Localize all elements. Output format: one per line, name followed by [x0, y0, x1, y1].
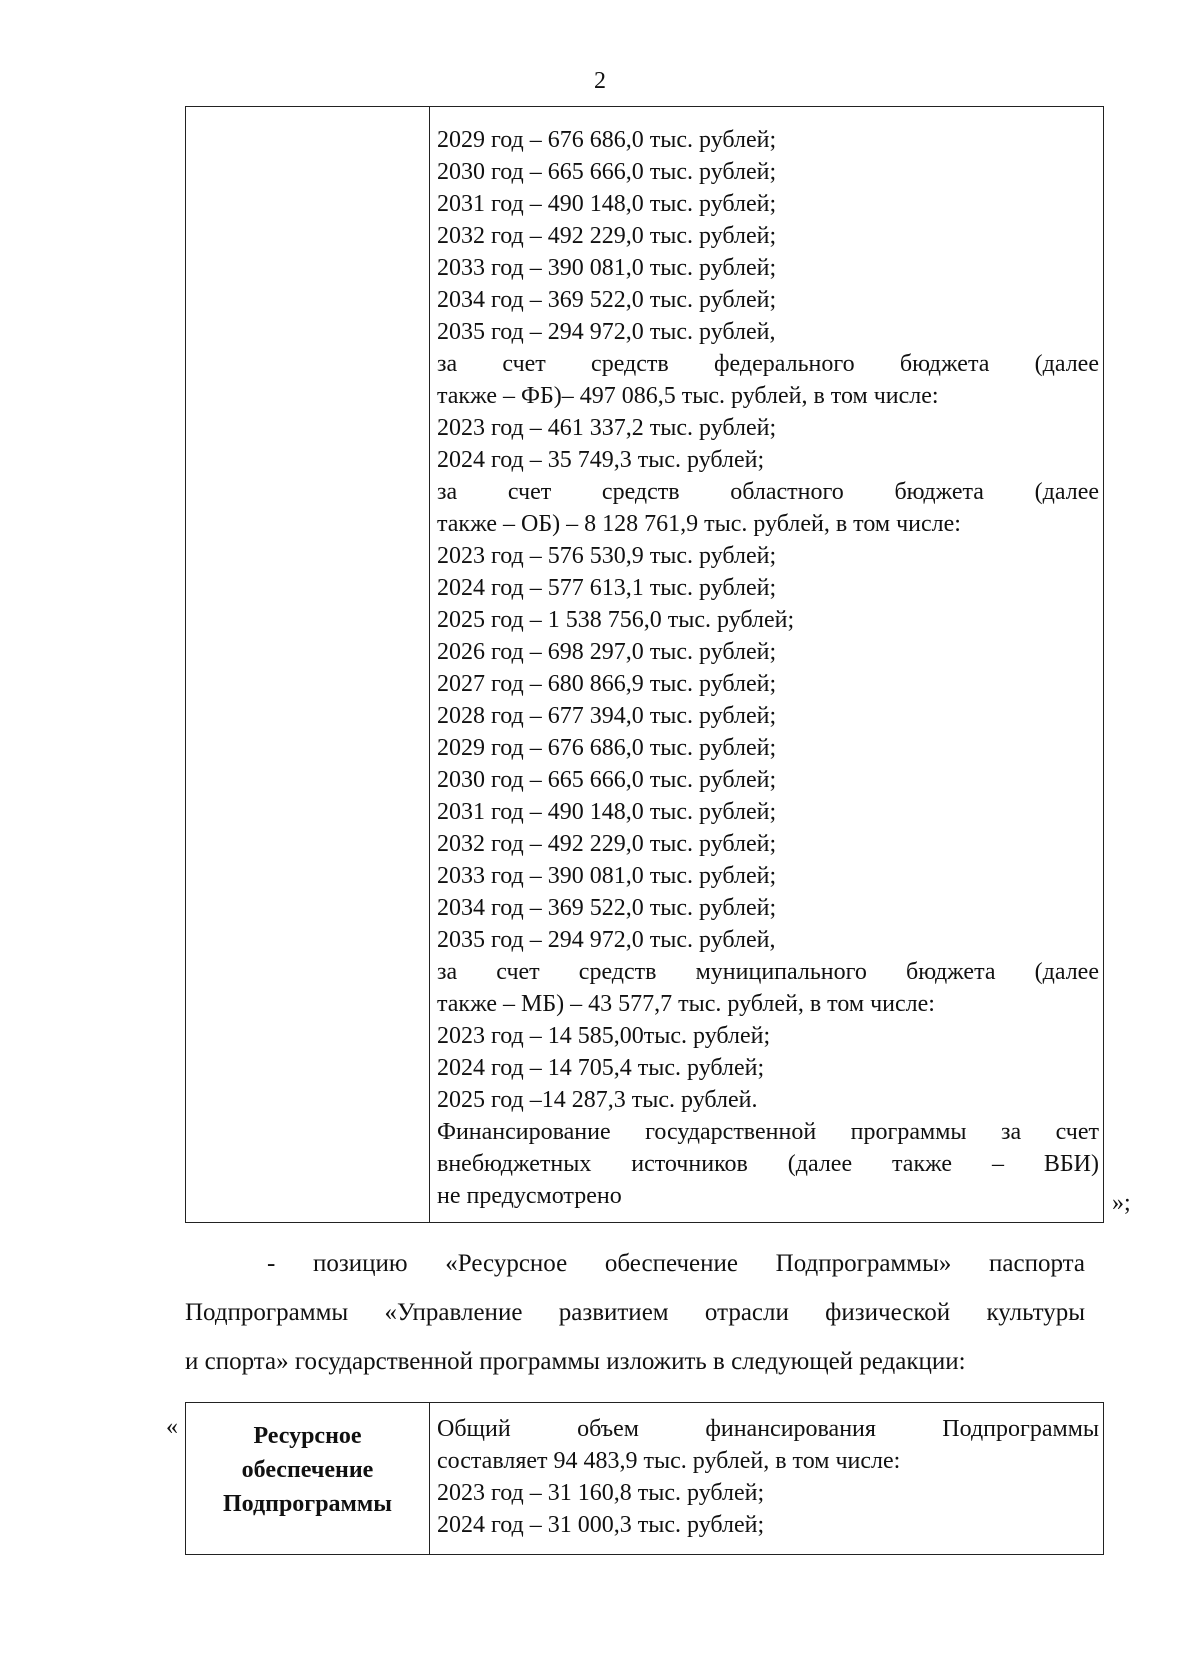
funding-line: за счет средств федерального бюджета (далее [437, 351, 1099, 377]
funding-line: 2024 год – 35 749,3 тыс. рублей; [437, 447, 765, 473]
resource-details-cell [427, 1413, 1099, 1541]
funding-line: 2031 год – 490 148,0 тыс. рублей; [437, 799, 777, 825]
funding-line: Финансирование государственной программы за счет [437, 1119, 1099, 1145]
funding-table-continuation [185, 106, 1104, 1223]
row-header-line: Ресурсное [253, 1423, 362, 1449]
page-number: 2 [594, 68, 606, 94]
funding-line: 2030 год – 665 666,0 тыс. рублей; [437, 767, 777, 793]
funding-line: также – МБ) – 43 577,7 тыс. рублей, в том числе: [437, 991, 935, 1017]
funding-line: 2024 год – 577 613,1 тыс. рублей; [437, 575, 777, 601]
funding-line: 2029 год – 676 686,0 тыс. рублей; [437, 127, 777, 153]
subprogram-resource-table [185, 1402, 1104, 1555]
funding-line: внебюджетных источников (далее также – ВБИ) [437, 1151, 1099, 1177]
funding-line: 2034 год – 369 522,0 тыс. рублей; [437, 287, 777, 313]
resource-line: Общий объем финансирования Подпрограммы [437, 1416, 1099, 1442]
opening-quote: « [166, 1414, 178, 1440]
funding-line: 2027 год – 680 866,9 тыс. рублей; [437, 671, 777, 697]
funding-line: 2029 год – 676 686,0 тыс. рублей; [437, 735, 777, 761]
funding-line: 2033 год – 390 081,0 тыс. рублей; [437, 863, 777, 889]
funding-details-cell [427, 124, 1099, 1212]
funding-line: 2024 год – 14 705,4 тыс. рублей; [437, 1055, 765, 1081]
funding-line: 2026 год – 698 297,0 тыс. рублей; [437, 639, 777, 665]
funding-line: 2035 год – 294 972,0 тыс. рублей, [437, 319, 776, 345]
funding-line: 2025 год –14 287,3 тыс. рублей. [437, 1087, 758, 1113]
funding-line: 2028 год – 677 394,0 тыс. рублей; [437, 703, 777, 729]
funding-line: 2031 год – 490 148,0 тыс. рублей; [437, 191, 777, 217]
instruction-paragraph-line: и спорта» государственной программы изложить в следующей редакции: [185, 1348, 966, 1375]
funding-line: 2023 год – 14 585,00тыс. рублей; [437, 1023, 771, 1049]
funding-line: 2032 год – 492 229,0 тыс. рублей; [437, 831, 777, 857]
resource-line: 2023 год – 31 160,8 тыс. рублей; [437, 1480, 765, 1506]
instruction-paragraph-line: Подпрограммы «Управление развитием отрасли физической культуры [185, 1299, 1085, 1326]
instruction-paragraph-line: - позицию «Ресурсное обеспечение Подпрограммы» паспорта [267, 1250, 1085, 1277]
row-header-line: обеспечение [241, 1457, 374, 1483]
closing-quote: »; [1112, 1190, 1131, 1216]
funding-line: за счет средств областного бюджета (далее [437, 479, 1099, 505]
funding-line: 2034 год – 369 522,0 тыс. рублей; [437, 895, 777, 921]
row-header-cell [186, 1419, 429, 1521]
funding-line: 2033 год – 390 081,0 тыс. рублей; [437, 255, 777, 281]
funding-line: 2035 год – 294 972,0 тыс. рублей, [437, 927, 776, 953]
resource-line: составляет 94 483,9 тыс. рублей, в том числе: [437, 1448, 901, 1474]
funding-line: за счет средств муниципального бюджета (далее [437, 959, 1099, 985]
resource-line: 2024 год – 31 000,3 тыс. рублей; [437, 1512, 765, 1538]
funding-line: также – ФБ)– 497 086,5 тыс. рублей, в том числе: [437, 383, 939, 409]
funding-line: 2025 год – 1 538 756,0 тыс. рублей; [437, 607, 795, 633]
funding-line: не предусмотрено [437, 1183, 622, 1209]
funding-line: 2023 год – 576 530,9 тыс. рублей; [437, 543, 777, 569]
funding-line: 2023 год – 461 337,2 тыс. рублей; [437, 415, 777, 441]
row-header-line: Подпрограммы [223, 1491, 392, 1517]
funding-line: 2030 год – 665 666,0 тыс. рублей; [437, 159, 777, 185]
funding-line: 2032 год – 492 229,0 тыс. рублей; [437, 223, 777, 249]
funding-line: также – ОБ) – 8 128 761,9 тыс. рублей, в том числе: [437, 511, 961, 537]
